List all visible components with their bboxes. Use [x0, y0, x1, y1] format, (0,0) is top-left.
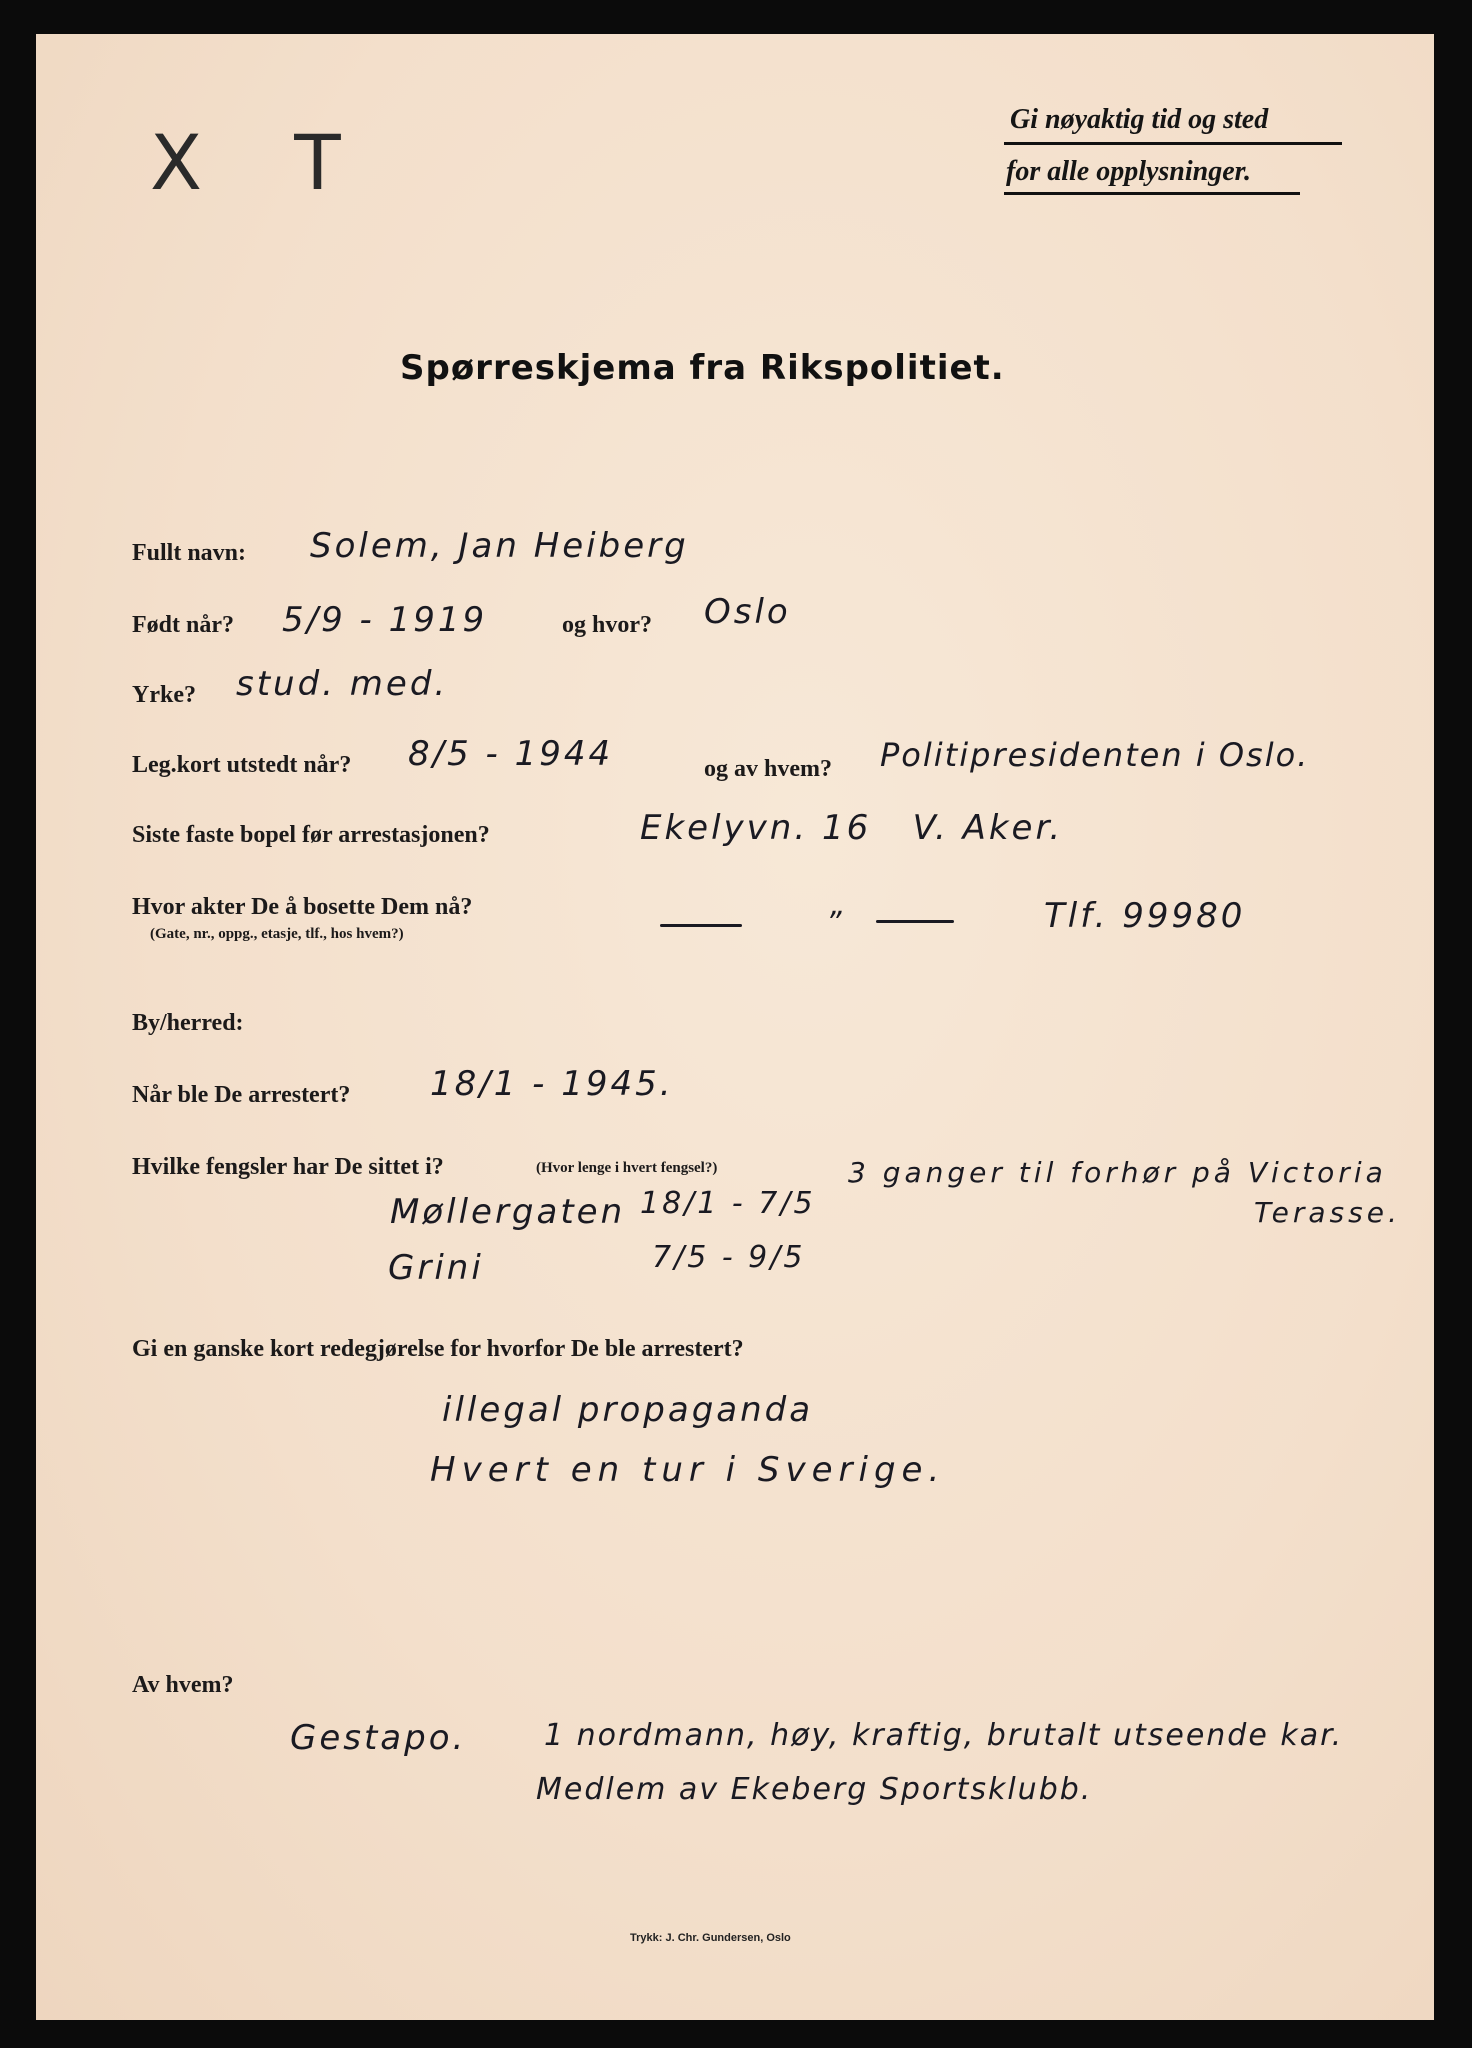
- by-whom-value: Gestapo.: [290, 1718, 467, 1758]
- prisons-note-line-1: 3 ganger til forhør på Victoria: [848, 1156, 1387, 1189]
- id-card-by-label: og av hvem?: [704, 756, 832, 782]
- born-when-label: Født når?: [132, 612, 234, 638]
- id-card-when-label: Leg.kort utstedt når?: [132, 752, 352, 778]
- prisons-sublabel: (Hvor lenge i hvert fengsel?): [536, 1160, 718, 1176]
- instruction-rule-1: [1004, 142, 1342, 145]
- printer-credit: Trykk: J. Chr. Gundersen, Oslo: [630, 1932, 791, 1944]
- last-address-label: Siste faste bopel før arrestasjonen?: [132, 822, 490, 848]
- instruction-line-2: for alle opplysninger.: [1006, 156, 1252, 187]
- full-name-value: Solem, Jan Heiberg: [310, 526, 689, 566]
- by-whom-note-line-1: 1 nordmann, høy, kraftig, brutalt utseende kar.: [544, 1718, 1344, 1753]
- settle-where-label: Hvor akter De å bosette Dem nå?: [132, 894, 473, 920]
- full-name-label: Fullt navn:: [132, 540, 247, 566]
- by-whom-label: Av hvem?: [132, 1672, 234, 1698]
- prison-1-place: Møllergaten: [390, 1192, 626, 1232]
- prisons-label: Hvilke fengsler har De sittet i?: [132, 1154, 444, 1180]
- prison-2-period: 7/5 - 9/5: [652, 1240, 806, 1275]
- arrested-when-label: Når ble De arrestert?: [132, 1082, 351, 1108]
- id-card-when-value: 8/5 - 1944: [408, 734, 614, 774]
- arrested-when-value: 18/1 - 1945.: [430, 1064, 674, 1104]
- born-where-label: og hvor?: [562, 612, 652, 638]
- prison-1-period: 18/1 - 7/5: [640, 1186, 816, 1221]
- last-address-value: Ekelyvn. 16 V. Aker.: [640, 808, 1064, 848]
- settle-where-value: Tlf. 99980: [1044, 896, 1246, 936]
- id-card-by-value: Politipresidenten i Oslo.: [880, 736, 1310, 774]
- reason-line-1: illegal propaganda: [442, 1390, 814, 1430]
- city-label: By/herred:: [132, 1010, 244, 1036]
- settle-dash-1: [660, 924, 742, 927]
- instruction-line-1: Gi nøyaktig tid og sted: [1010, 104, 1269, 135]
- reason-line-2: Hvert en tur i Sverige.: [430, 1450, 946, 1490]
- born-where-value: Oslo: [704, 592, 791, 632]
- prison-2-place: Grini: [388, 1248, 484, 1288]
- occupation-value: stud. med.: [236, 664, 449, 704]
- settle-ditto-mark: ”: [826, 906, 845, 941]
- prisons-note-line-2: Terasse.: [1254, 1196, 1401, 1229]
- born-when-value: 5/9 - 1919: [282, 600, 488, 640]
- settle-where-sublabel: (Gate, nr., oppg., etasje, tlf., hos hvem?): [150, 926, 404, 942]
- occupation-label: Yrke?: [132, 682, 196, 708]
- settle-dash-2: [876, 920, 954, 923]
- by-whom-note-line-2: Medlem av Ekeberg Sportsklubb.: [536, 1772, 1093, 1807]
- corner-mark: X T: [150, 118, 375, 207]
- page-title: Spørreskjema fra Rikspolitiet.: [400, 348, 1005, 388]
- instruction-rule-2: [1004, 192, 1300, 195]
- reason-label: Gi en ganske kort redegjørelse for hvorfor De ble arrestert?: [132, 1336, 744, 1362]
